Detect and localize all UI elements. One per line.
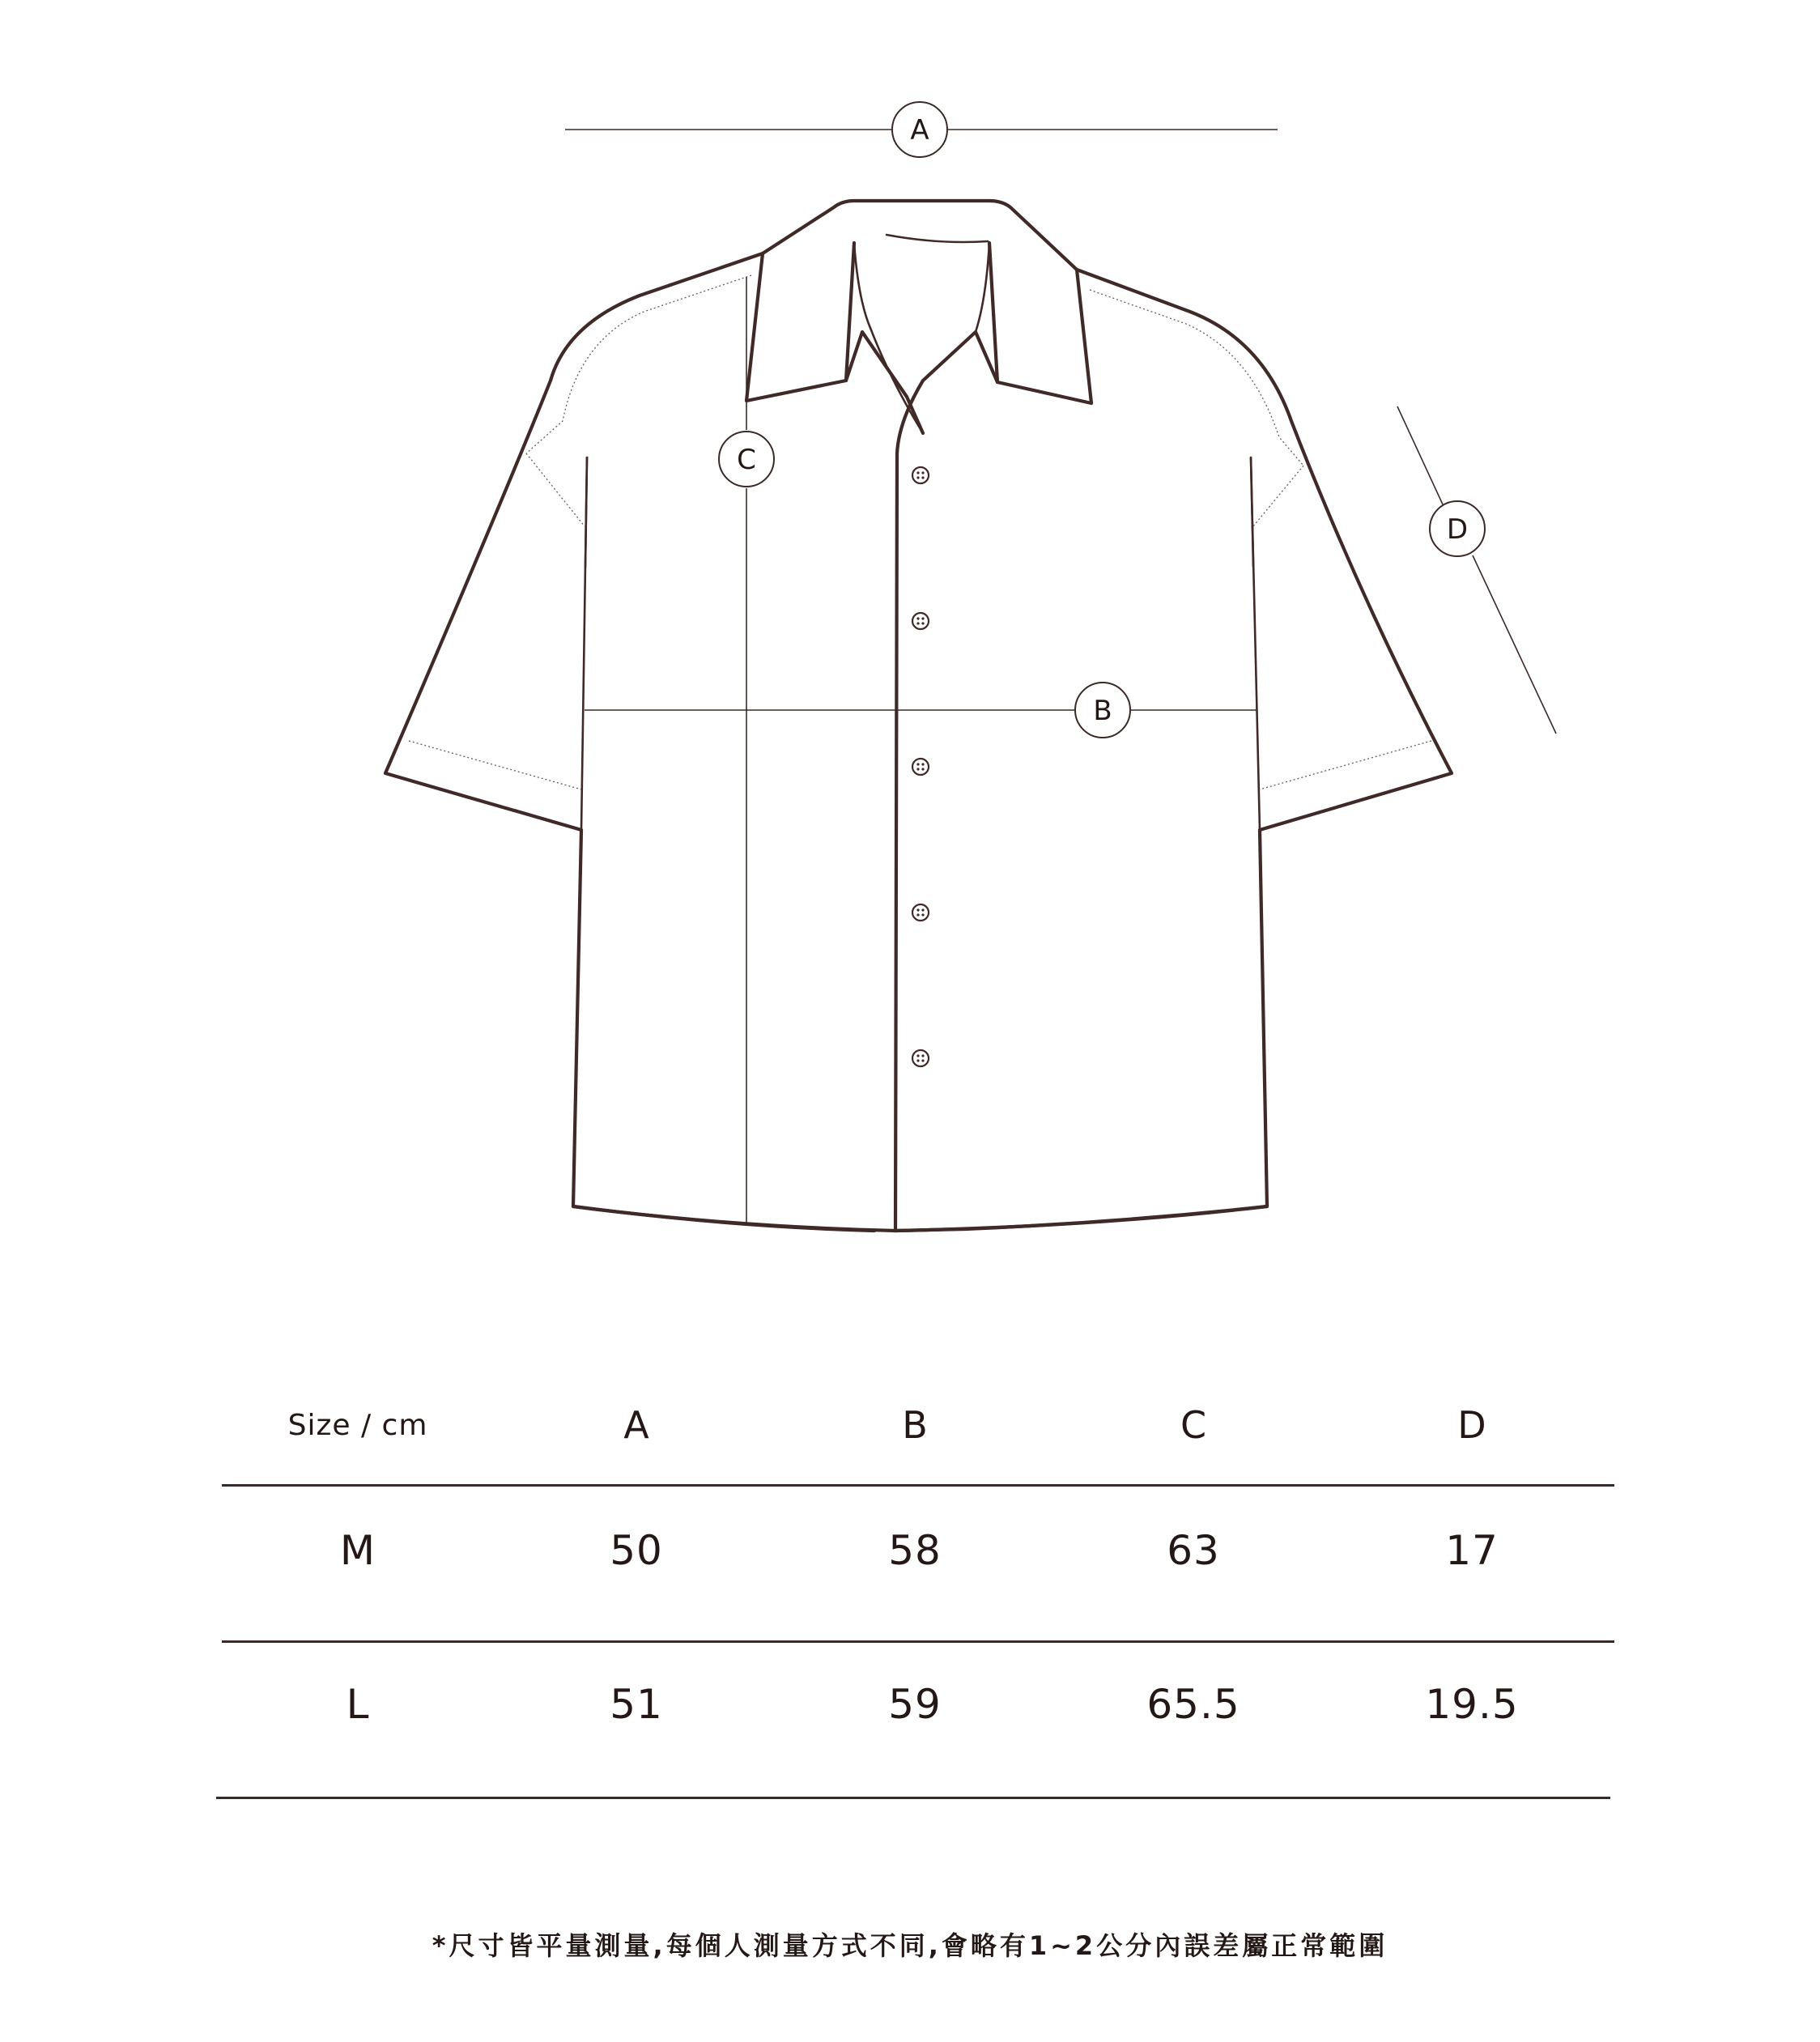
table-cell: 51 <box>610 1681 663 1728</box>
table-cell: M <box>339 1527 376 1574</box>
shirt-outline <box>385 201 1452 1231</box>
table-header-cell: A <box>623 1403 649 1447</box>
table-header-cell: D <box>1457 1403 1486 1447</box>
measure-d-guide <box>1397 406 1556 734</box>
table-divider <box>216 1797 1610 1799</box>
table-cell: 63 <box>1167 1527 1220 1574</box>
table-header-cell: Size / cm <box>287 1408 428 1442</box>
callout-c-label: C <box>737 444 756 476</box>
table-header-row <box>219 1376 1611 1474</box>
table-cell: 59 <box>888 1681 942 1728</box>
table-cell: 19.5 <box>1425 1681 1519 1728</box>
table-divider <box>222 1640 1614 1643</box>
callout-d-label: D <box>1446 513 1469 546</box>
table-cell: 17 <box>1445 1527 1499 1574</box>
table-header-cell: C <box>1180 1403 1207 1447</box>
table-divider <box>222 1484 1614 1487</box>
callout-b-label: B <box>1093 695 1112 727</box>
callout-b <box>1075 683 1130 738</box>
size-table <box>219 1376 1611 1781</box>
button-icon <box>912 759 929 775</box>
table-header-cell: B <box>902 1403 928 1447</box>
callout-a <box>892 102 947 157</box>
table-cell: 58 <box>888 1527 942 1574</box>
table-cell: 65.5 <box>1146 1681 1240 1728</box>
callout-d <box>1430 501 1485 556</box>
button-icon <box>912 613 929 629</box>
shirt-buttons <box>912 467 929 1066</box>
callout-c <box>719 432 774 487</box>
callout-a-label: A <box>910 114 929 147</box>
table-cell: 50 <box>610 1527 663 1574</box>
table-row <box>219 1474 1611 1627</box>
button-icon <box>912 904 929 921</box>
button-icon <box>912 1050 929 1066</box>
button-icon <box>912 467 929 483</box>
measurement-footnote: *尺寸皆平量測量,每個人測量方式不同,會略有1~2公分內誤差屬正常範圍 <box>432 1930 1388 1961</box>
table-cell: L <box>346 1681 370 1728</box>
table-row <box>219 1627 1611 1781</box>
